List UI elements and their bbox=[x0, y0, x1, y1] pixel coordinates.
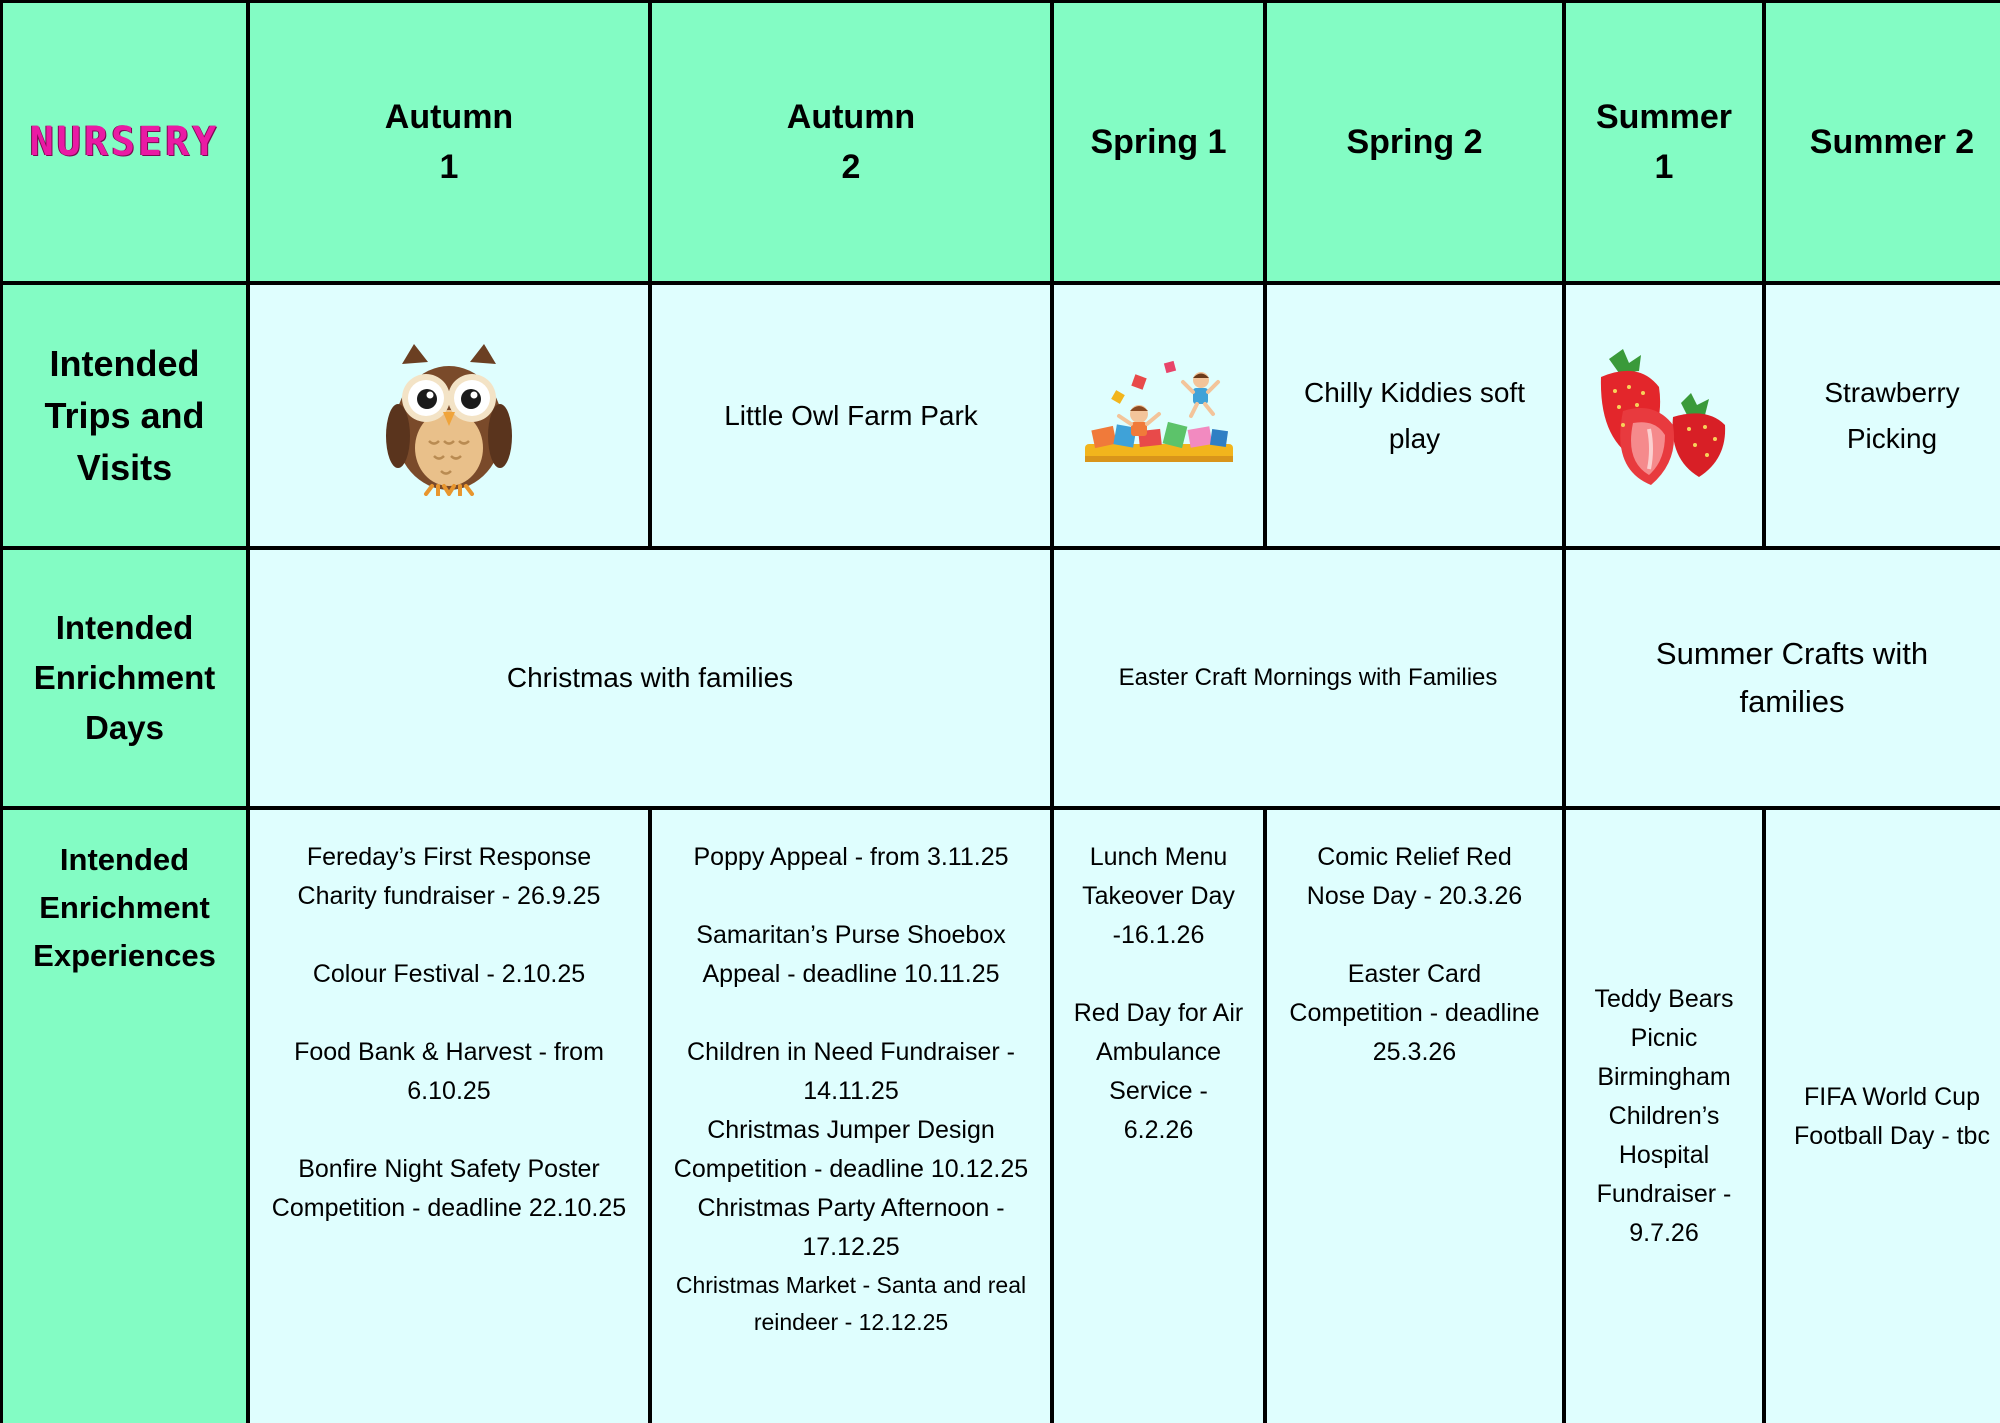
list-item: Fereday’s First Response Charity fundraiser - 26.9.25 bbox=[297, 843, 601, 910]
term-header-spring-2: Spring 2 bbox=[1267, 3, 1562, 281]
experiences-autumn-1 bbox=[250, 810, 648, 1423]
list-item: Food Bank & Harvest - from 6.10.25 bbox=[294, 1038, 604, 1105]
list-item: Christmas Party Afternoon - 17.12.25 bbox=[697, 1194, 1005, 1261]
list-item: FIFA World Cup Football Day - tbc bbox=[1794, 1082, 1990, 1150]
trip-autumn-2: Little Owl Farm Park bbox=[652, 285, 1050, 546]
row-header-trips: Intended Trips and Visits bbox=[3, 285, 246, 546]
enrichment-day-spring: Easter Craft Mornings with Families bbox=[1054, 550, 1562, 806]
list-item: Birmingham Children’s Hospital Fundraiser - 9.7.26 bbox=[1596, 1063, 1732, 1247]
trip-summer-1 bbox=[1566, 285, 1762, 546]
experiences-spring-1 bbox=[1054, 810, 1263, 1423]
experience-list bbox=[1566, 980, 1762, 1253]
experiences-summer-2 bbox=[1766, 810, 2000, 1423]
experience-list bbox=[1267, 838, 1562, 1072]
owl-icon bbox=[384, 336, 514, 496]
page-title: NURSERY bbox=[3, 3, 246, 281]
experience-list bbox=[1766, 1078, 2000, 1156]
experiences-spring-2 bbox=[1267, 810, 1562, 1423]
list-item: Easter Card Competition - deadline 25.3.26 bbox=[1289, 960, 1540, 1066]
trip-summer-2: Strawberry Picking bbox=[1766, 285, 2000, 546]
enrichment-day-summer: Summer Crafts with families bbox=[1566, 550, 2000, 806]
list-item: Children in Need Fundraiser - 14.11.25 bbox=[687, 1038, 1015, 1105]
trip-autumn-1 bbox=[250, 285, 648, 546]
experience-list bbox=[652, 838, 1050, 1341]
trip-spring-1 bbox=[1054, 285, 1263, 546]
experiences-autumn-2 bbox=[652, 810, 1050, 1423]
list-item: Bonfire Night Safety Poster Competition - deadline 22.10.25 bbox=[271, 1155, 627, 1222]
experience-list bbox=[1054, 838, 1263, 1150]
list-item: Colour Festival - 2.10.25 bbox=[312, 960, 586, 988]
row-header-enrichment-days: Intended Enrichment Days bbox=[3, 550, 246, 806]
experience-list bbox=[250, 838, 648, 1228]
term-header-spring-1: Spring 1 bbox=[1054, 3, 1263, 281]
term-header-summer-2: Summer 2 bbox=[1766, 3, 2000, 281]
list-item: Poppy Appeal - from 3.11.25 bbox=[693, 843, 1009, 871]
list-item: Red Day for Air Ambulance Service - 6.2.26 bbox=[1073, 999, 1244, 1144]
term-header-autumn-1: Autumn 1 bbox=[250, 3, 648, 281]
list-item: Christmas Market - Santa and real reindeer - 12.12.25 bbox=[675, 1272, 1027, 1335]
enrichment-day-autumn: Christmas with families bbox=[250, 550, 1050, 806]
list-item: Comic Relief Red Nose Day - 20.3.26 bbox=[1306, 843, 1523, 910]
term-header-summer-1: Summer 1 bbox=[1566, 3, 1762, 281]
experiences-summer-1 bbox=[1566, 810, 1762, 1423]
row-header-experiences: Intended Enrichment Experiences bbox=[3, 810, 246, 1423]
list-item: Teddy Bears Picnic bbox=[1594, 985, 1734, 1052]
trip-spring-2: Chilly Kiddies soft play bbox=[1267, 285, 1562, 546]
term-header-autumn-2: Autumn 2 bbox=[652, 3, 1050, 281]
soft-play-icon bbox=[1079, 356, 1239, 476]
list-item: Lunch Menu Takeover Day -16.1.26 bbox=[1082, 843, 1235, 949]
list-item: Christmas Jumper Design Competition - deadline 10.12.25 bbox=[673, 1116, 1029, 1183]
list-item: Samaritan’s Purse Shoebox Appeal - deadline 10.11.25 bbox=[696, 921, 1006, 988]
strawberry-icon bbox=[1589, 341, 1739, 491]
